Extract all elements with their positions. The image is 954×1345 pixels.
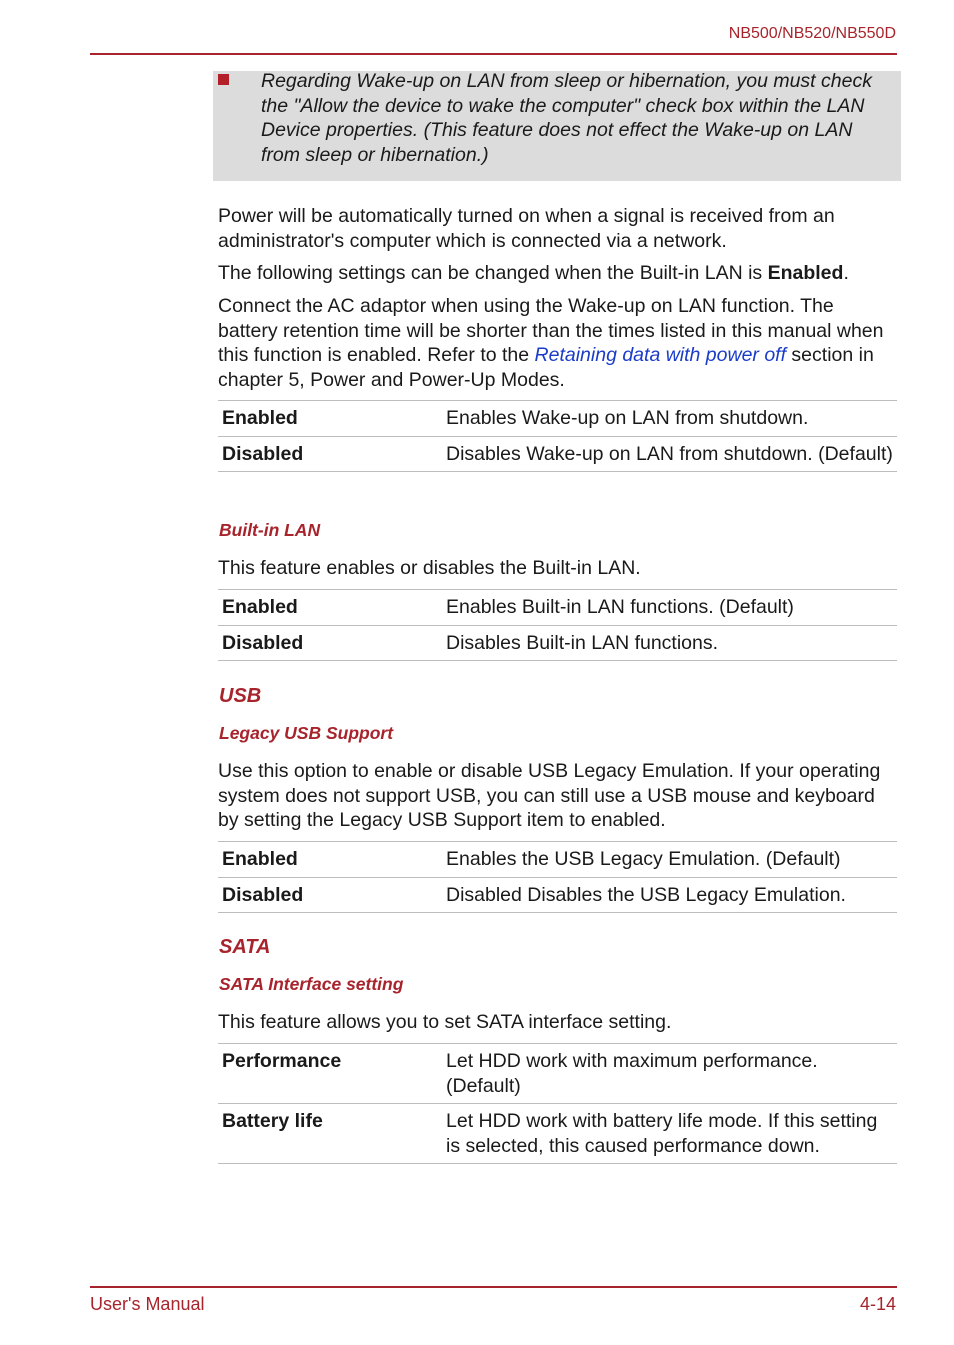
option-value: Let HDD work with battery life mode. If this setting is selected, this caused performance down. <box>442 1104 897 1164</box>
option-value: Enables Wake-up on LAN from shutdown. <box>442 401 897 437</box>
table-row <box>218 842 897 878</box>
wol-p2-text: The following settings can be changed when the Built-in LAN is <box>218 262 768 284</box>
footer-rule <box>90 1286 897 1288</box>
option-key: Enabled <box>218 401 442 437</box>
option-key: Disabled <box>218 877 442 913</box>
option-key: Enabled <box>218 590 442 626</box>
option-value: Disables Wake-up on LAN from shutdown. (Default) <box>442 436 897 472</box>
option-value: Enables the USB Legacy Emulation. (Default) <box>442 842 897 878</box>
table-row <box>218 625 897 661</box>
option-key: Disabled <box>218 625 442 661</box>
table-row <box>218 1104 897 1164</box>
table-row <box>218 877 897 913</box>
page-number: 4-14 <box>859 1294 896 1314</box>
retaining-data-link[interactable]: Retaining data with power off <box>534 344 787 366</box>
wol-paragraph-2 <box>218 261 898 286</box>
table-row <box>218 590 897 626</box>
table-row <box>218 1044 897 1104</box>
option-key: Performance <box>218 1044 442 1104</box>
option-value: Enables Built-in LAN functions. (Default) <box>442 590 897 626</box>
builtin-lan-heading: Built-in LAN <box>219 520 321 540</box>
sata-options-table <box>218 1043 897 1164</box>
wol-paragraph-1: Power will be automatically turned on when a signal is received from an administrator's computer which is connected via a network. <box>218 205 835 252</box>
option-key: Enabled <box>218 842 442 878</box>
table-row <box>218 436 897 472</box>
option-value: Disables Built-in LAN functions. <box>442 625 897 661</box>
running-header: NB500/NB520/NB550D <box>728 25 896 42</box>
footer-manual-title: User's Manual <box>90 1294 205 1314</box>
usb-options-table <box>218 841 897 913</box>
header-rule <box>90 53 897 55</box>
wol-p3-text: Connect the AC adaptor when using the Wake-up on LAN function. The battery retention time will be shorter than the times listed in this manual when this function is enabled. Refer to the <box>218 295 884 366</box>
option-key: Disabled <box>218 436 442 472</box>
wol-p2-bold: Enabled <box>767 262 844 284</box>
table-row <box>218 401 897 437</box>
usb-text: Use this option to enable or disable USB Legacy Emulation. If your operating system does not support USB, you can still use a USB mouse and keyboard by setting the Legacy USB Support item to enabled. <box>218 760 881 831</box>
wol-paragraph-3 <box>218 294 898 392</box>
wol-p2-end: . <box>843 262 849 284</box>
note-bullet-icon <box>218 74 229 85</box>
note-text: Regarding Wake-up on LAN from sleep or hibernation, you must check the "Allow the device to wake the computer" check box within the LAN Device properties. (This feature does not effect the Wake-up on LAN from sleep or hibernation.) <box>261 70 872 166</box>
option-value: Let HDD work with maximum performance. (Default) <box>442 1044 897 1104</box>
builtin-lan-text: This feature enables or disables the Built-in LAN. <box>218 557 641 579</box>
legacy-usb-heading: Legacy USB Support <box>219 723 394 743</box>
wol-p3-end: section in chapter 5, Power and Power-Up Modes. <box>218 344 874 391</box>
sata-heading: SATA <box>219 936 271 958</box>
usb-heading: USB <box>219 685 262 707</box>
builtin-lan-options-table <box>218 589 897 661</box>
wol-options-table <box>218 400 897 472</box>
option-value: Disabled Disables the USB Legacy Emulation. <box>442 877 897 913</box>
option-key: Battery life <box>218 1104 442 1164</box>
sata-interface-heading: SATA Interface setting <box>219 974 404 994</box>
sata-text: This feature allows you to set SATA interface setting. <box>218 1011 672 1033</box>
